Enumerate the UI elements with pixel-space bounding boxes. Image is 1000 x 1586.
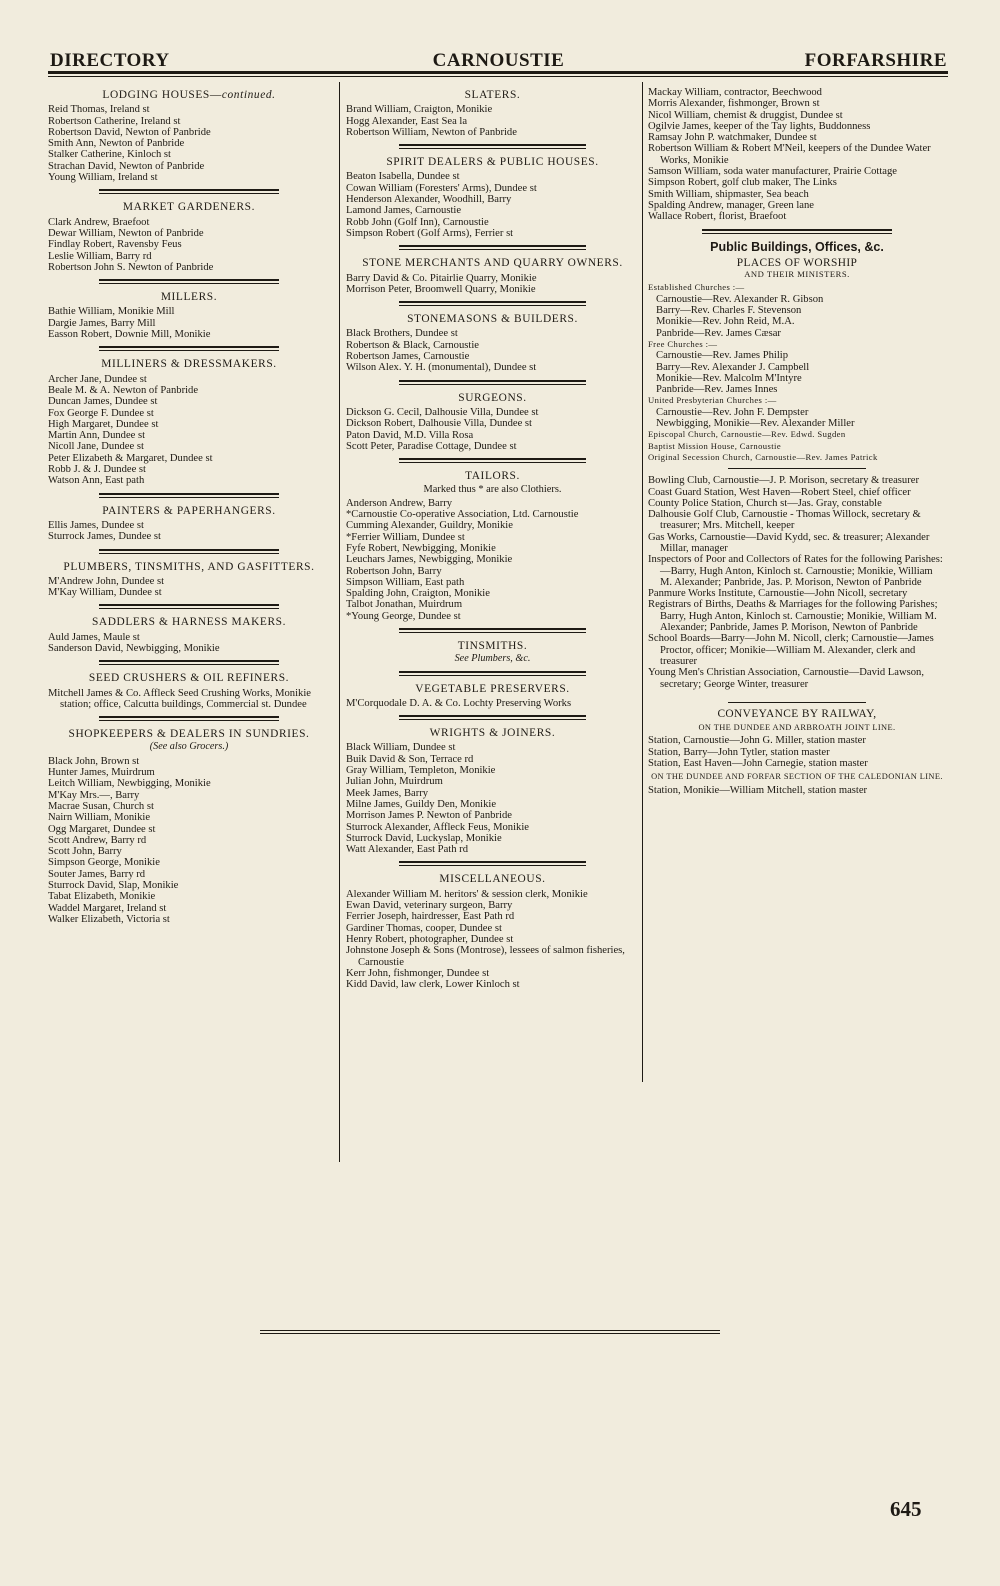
directory-entry: Leuchars James, Newbigging, Monikie [346, 554, 513, 566]
directory-entry: Sturrock Alexander, Affleck Feus, Monikie [346, 821, 529, 833]
directory-entry: Black Brothers, Dundee st [346, 328, 458, 340]
directory-entry: Fox George F. Dundee st [48, 407, 154, 419]
directory-entry: Spalding Andrew, manager, Green lane [648, 199, 814, 211]
directory-entry: Henderson Alexander, Woodhill, Barry [346, 194, 512, 206]
directory-entry: Young William, Ireland st [48, 172, 158, 184]
railway-note-2: ON THE DUNDEE AND FORFAR SECTION OF THE CALEDONIAN LINE. [651, 772, 943, 782]
directory-entry: Robertson John S. Newton of Panbride [48, 261, 214, 273]
directory-section [346, 314, 639, 373]
worship-entry: Newbigging, Monikie—Rev. Alexander Miller [656, 418, 855, 430]
directory-entry: Spalding John, Craigton, Monikie [346, 588, 490, 600]
directory-entry: Inspectors of Poor and Collectors of Rates for the following Parishes:—Barry, Hugh Anton, Kinloch st. Carnoustie; Monikie, William M. Alexander; Panbride, Jas. P. Morison, Newton of Panbride [648, 554, 943, 588]
directory-entry: Registrars of Births, Deaths & Marriages for the following Parishes; Barry, Hugh Anton, Kinloch st. Carnoustie; Monikie, William M. Alexander; Panbride, James P. Morison, Newton of Panbride [648, 599, 938, 634]
section-title [48, 292, 330, 303]
directory-entry: Martin Ann, Dundee st [48, 430, 146, 442]
column-divider-1 [339, 82, 340, 1162]
section-title-text: PLUMBERS, TINSMITHS, AND GASFITTERS. [63, 560, 315, 573]
directory-entry: Robertson William, Newton of Panbride [346, 126, 517, 138]
directory-entry: Sturrock David, Luckyslap, Monikie [346, 832, 502, 844]
section-title-text: SADDLERS & HARNESS MAKERS. [91, 616, 287, 629]
section-separator [399, 628, 587, 633]
section-title [346, 471, 639, 482]
directory-entry: Nairn William, Monikie [48, 812, 151, 824]
directory-entry: Simpson Robert, golf club maker, The Links [648, 177, 837, 189]
section-separator [99, 660, 279, 665]
directory-entry: Simpson George, Monikie [48, 857, 160, 869]
directory-entry: Clark Andrew, Braefoot [48, 216, 150, 228]
directory-entry: School Boards—Barry—John M. Nicoll, clerk; Carnoustie—James Proctor, officer; Monikie—William M. Alexander, clerk and treasurer [648, 633, 934, 667]
public-offices-list [648, 475, 946, 690]
section-separator [399, 301, 587, 306]
worship-entry: Monikie—Rev. Malcolm M'Intyre [656, 372, 802, 384]
section-separator-thin [728, 702, 865, 703]
directory-entry: Station, Carnoustie—John G. Miller, station master [648, 735, 866, 747]
worship-entry: Panbride—Rev. James Innes [656, 384, 778, 396]
places-of-worship-subtitle: AND THEIR MINISTERS. [744, 269, 850, 280]
directory-entry: Black John, Brown st [48, 755, 140, 767]
directory-entry: Strachan David, Newton of Panbride [48, 160, 205, 172]
directory-entry: Talbot Jonathan, Muirdrum [346, 599, 463, 611]
directory-entry: *Ferrier William, Dundee st [346, 531, 465, 543]
directory-entry: Dargie James, Barry Mill [48, 317, 156, 329]
section-title [346, 728, 639, 739]
directory-entry: Auld James, Maule st [48, 631, 140, 643]
directory-entry: Robertson & Black, Carnoustie [346, 339, 479, 351]
directory-entry: Morrison James P. Newton of Panbride [346, 810, 512, 822]
directory-entry: Reid Thomas, Ireland st [48, 104, 150, 116]
worship-entry: Monikie—Rev. John Reid, M.A. [656, 316, 795, 328]
directory-entry: Meek James, Barry [346, 787, 429, 799]
section-separator [399, 245, 587, 250]
directory-section [48, 202, 330, 273]
directory-entry: Beaton Isabella, Dundee st [346, 171, 460, 183]
directory-entry: Station, East Haven—John Carnegie, station master [648, 758, 868, 770]
directory-section [48, 359, 330, 486]
page-number: 645 [890, 1497, 922, 1521]
section-title-text: MARKET GARDENERS. [122, 201, 256, 214]
directory-entry: Robertson James, Carnoustie [346, 351, 470, 363]
directory-entry: Ogilvie James, keeper of the Tay lights, Buddonness [648, 120, 871, 132]
directory-entry: Watson Ann, East path [48, 475, 145, 487]
directory-entry: Dickson G. Cecil, Dalhousie Villa, Dundee st [346, 406, 539, 418]
directory-entry: Nicoll Jane, Dundee st [48, 441, 144, 453]
railway-title: CONVEYANCE BY RAILWAY, [717, 707, 877, 720]
directory-entry: Sturrock David, Slap, Monikie [48, 880, 179, 892]
directory-entry: Leslie William, Barry rd [48, 250, 152, 262]
directory-entry: Duncan James, Dundee st [48, 396, 158, 408]
directory-entry: Ramsay John P. watchmaker, Dundee st [648, 132, 817, 144]
worship-entry: Barry—Rev. Alexander J. Campbell [656, 361, 810, 373]
directory-entry: Scott John, Barry [48, 846, 122, 858]
railway-list-1 [648, 735, 946, 769]
section-title-text: MILLINERS & DRESSMAKERS. [101, 358, 277, 371]
directory-entry: Ellis James, Dundee st [48, 519, 144, 531]
directory-entry: Dalhousie Golf Club, Carnoustie - Thomas Willock, secretary & treasurer; Mrs. Mitchell, keeper [648, 509, 921, 532]
column-2 [346, 87, 639, 995]
section-subtitle: (See also Grocers.) [149, 741, 229, 753]
directory-entry: M'Corquodale D. A. & Co. Lochty Preserving Works [346, 697, 572, 709]
section-title [346, 314, 639, 325]
directory-entry: Ewan David, veterinary surgeon, Barry [346, 900, 513, 912]
directory-section [48, 617, 330, 654]
column-divider-2 [642, 82, 643, 1082]
directory-section [48, 673, 330, 710]
directory-entry: Robertson David, Newton of Panbride [48, 126, 211, 138]
directory-entry: Young Men's Christian Association, Carnoustie—David Lawson, secretary; George Winter, treasurer [648, 667, 924, 690]
directory-entry: Scott Peter, Paradise Cottage, Dundee st [346, 440, 517, 452]
directory-section [48, 729, 330, 925]
worship-entry: Carnoustie—Rev. Alexander R. Gibson [656, 293, 824, 305]
directory-section [48, 562, 330, 599]
section-separator [99, 549, 279, 554]
directory-entry: Nicol William, chemist & druggist, Dundee st [648, 109, 843, 121]
directory-entry: Samson William, soda water manufacturer, Prairie Cottage [648, 166, 898, 178]
section-title-text: WRIGHTS & JOINERS. [429, 727, 556, 740]
section-title-text: MILLERS. [160, 291, 218, 304]
directory-entry: Ferrier Joseph, hairdresser, East Path rd [346, 911, 515, 923]
column-3 [648, 87, 946, 796]
miscellaneous-continued [648, 87, 946, 223]
worship-group-heading: United Presbyterian Churches :— [648, 395, 777, 406]
section-title-text: TINSMITHS. [457, 639, 528, 652]
header-rule [48, 71, 948, 77]
directory-entry: Black William, Dundee st [346, 742, 456, 754]
worship-group-heading: Baptist Mission House, Carnoustie [648, 440, 782, 451]
worship-entry: Panbride—Rev. James Cæsar [656, 327, 781, 339]
section-title-text: PAINTERS & PAPERHANGERS. [102, 504, 276, 517]
section-title-text: SURGEONS. [458, 391, 527, 404]
section-title-text: LODGING HOUSES— [102, 89, 222, 101]
directory-entry: Bathie William, Monikie Mill [48, 306, 175, 318]
directory-section [346, 641, 639, 665]
directory-entry: Cowan William (Foresters' Arms), Dundee st [346, 182, 537, 194]
section-title-text: SEED CRUSHERS & OIL REFINERS. [88, 672, 290, 685]
directory-entry: *Carnoustie Co-operative Association, Ltd. Carnoustie [346, 509, 579, 521]
header-left: DIRECTORY [50, 50, 170, 71]
column-1 [48, 87, 330, 930]
directory-entry: Stalker Catherine, Kinloch st [48, 149, 171, 161]
directory-entry: Hunter James, Muirdrum [48, 767, 155, 779]
railway-list-2 [648, 785, 946, 796]
directory-entry: Smith Ann, Newton of Panbride [48, 138, 185, 150]
directory-entry: Tabat Elizabeth, Monikie [48, 891, 156, 903]
section-title [346, 684, 639, 695]
directory-entry: Wilson Alex. Y. H. (monumental), Dundee st [346, 362, 537, 374]
section-separator [399, 144, 587, 149]
running-header [50, 50, 947, 72]
footer-rule [260, 1330, 720, 1334]
directory-entry: Robb J. & J. Dundee st [48, 464, 146, 476]
directory-entry: Barry David & Co. Pitairlie Quarry, Monikie [346, 272, 537, 284]
directory-entry: Fyfe Robert, Newbigging, Monikie [346, 542, 496, 554]
directory-entry: Henry Robert, photographer, Dundee st [346, 933, 514, 945]
section-separator [399, 380, 587, 385]
section-separator [399, 715, 587, 720]
section-title-text: STONEMASONS & BUILDERS. [407, 313, 578, 326]
directory-entry: Alexander William M. heritors' & session clerk, Monikie [346, 888, 588, 900]
directory-entry: Lamond James, Carnoustie [346, 205, 462, 217]
section-title [346, 90, 639, 101]
section-title-text: STONE MERCHANTS AND QUARRY OWNERS. [362, 257, 623, 270]
directory-entry: Archer Jane, Dundee st [48, 373, 147, 385]
section-title [48, 506, 330, 517]
directory-entry: Simpson William, East path [346, 576, 465, 588]
directory-entry: Walker Elizabeth, Victoria st [48, 913, 170, 925]
directory-entry: Morrison Peter, Broomwell Quarry, Monikie [346, 283, 536, 295]
section-title [48, 562, 330, 573]
directory-entry: High Margaret, Dundee st [48, 418, 159, 430]
section-separator [99, 279, 279, 284]
directory-entry: Anderson Andrew, Barry [346, 497, 453, 509]
directory-section [48, 506, 330, 543]
section-title [346, 874, 639, 885]
directory-entry: Panmure Works Institute, Carnoustie—John Nicoll, secretary [648, 588, 908, 600]
places-of-worship-list [648, 282, 946, 463]
section-separator [99, 716, 279, 721]
directory-entry: Buik David & Son, Terrace rd [346, 753, 474, 765]
section-title [346, 393, 639, 404]
directory-entry: Morris Alexander, fishmonger, Brown st [648, 98, 820, 110]
directory-entry: Robb John (Golf Inn), Carnoustie [346, 216, 489, 228]
directory-section [346, 393, 639, 452]
worship-group-heading: Episcopal Church, Carnoustie—Rev. Edwd. Sugden [648, 429, 846, 440]
directory-entry: M'Kay Mrs.—, Barry [48, 789, 140, 801]
directory-entry: Dewar William, Newton of Panbride [48, 227, 204, 239]
directory-entry: Station, Barry—John Tytler, station master [648, 746, 830, 758]
directory-entry: Robertson William & Robert M'Neil, keepers of the Dundee Water Works, Monikie [648, 143, 931, 166]
section-title-text: SLATERS. [464, 89, 521, 101]
directory-entry: Station, Monikie—William Mitchell, station master [648, 784, 868, 796]
railway-note-1: ON THE DUNDEE AND ARBROATH JOINT LINE. [698, 723, 896, 733]
section-title-text: SPIRIT DEALERS & PUBLIC HOUSES. [386, 156, 599, 169]
directory-entry: Easson Robert, Downie Mill, Monikie [48, 329, 211, 341]
section-title [48, 202, 330, 213]
directory-entry: Hogg Alexander, East Sea la [346, 115, 468, 127]
directory-entry: Wallace Robert, florist, Braefoot [648, 211, 787, 223]
section-separator [99, 346, 279, 351]
section-note: Marked thus * are also Clothiers. [423, 484, 562, 496]
public-buildings-title: Public Buildings, Offices, &c. [710, 239, 884, 254]
directory-entry: Gardiner Thomas, cooper, Dundee st [346, 922, 502, 934]
section-title-continued: continued. [221, 89, 276, 101]
directory-entry: Peter Elizabeth & Margaret, Dundee st [48, 452, 213, 464]
directory-entry: Waddel Margaret, Ireland st [48, 902, 167, 914]
section-title-text: SHOPKEEPERS & DEALERS IN SUNDRIES. [68, 728, 310, 741]
section-separator [99, 189, 279, 194]
directory-entry: Bowling Club, Carnoustie—J. P. Morison, secretary & treasurer [648, 475, 919, 487]
directory-entry: Cumming Alexander, Guildry, Monikie [346, 520, 513, 532]
directory-entry: Smith William, shipmaster, Sea beach [648, 188, 809, 200]
section-separator [399, 458, 587, 463]
directory-section [346, 684, 639, 710]
directory-entry: Ogg Margaret, Dundee st [48, 823, 156, 835]
directory-entry: M'Andrew John, Dundee st [48, 575, 165, 587]
section-separator [399, 671, 587, 676]
section-subtitle: See Plumbers, &c. [454, 653, 531, 665]
worship-entry: Carnoustie—Rev. John F. Dempster [656, 406, 809, 418]
directory-entry: Watt Alexander, East Path rd [346, 844, 468, 856]
directory-entry: Beale M. & A. Newton of Panbride [48, 384, 199, 396]
directory-section [346, 157, 639, 239]
directory-entry: Dickson Robert, Dalhousie Villa, Dundee st [346, 418, 533, 430]
directory-entry: Robertson John, Barry [346, 565, 442, 577]
directory-entry: Robertson Catherine, Ireland st [48, 115, 181, 127]
section-separator [99, 604, 279, 609]
section-title-text: TAILORS. [465, 470, 520, 483]
directory-section [48, 292, 330, 340]
directory-section [346, 258, 639, 295]
section-title [48, 359, 330, 370]
directory-entry: Coast Guard Station, West Haven—Robert Steel, chief officer [648, 486, 911, 498]
directory-entry: Milne James, Guildy Den, Monikie [346, 798, 497, 810]
directory-section [346, 874, 639, 990]
directory-entry: Brand William, Craigton, Monikie [346, 104, 493, 116]
directory-entry: Leitch William, Newbigging, Monikie [48, 778, 211, 790]
directory-entry: County Police Station, Church st—Jas. Gray, constable [648, 497, 882, 509]
places-of-worship-title: PLACES OF WORSHIP [736, 256, 858, 269]
directory-entry: Gray William, Templeton, Monikie [346, 765, 496, 777]
header-right: FORFARSHIRE [804, 50, 947, 71]
directory-entry: Paton David, M.D. Villa Rosa [346, 429, 474, 441]
directory-entry: Mitchell James & Co. Affleck Seed Crushing Works, Monikie station; office, Calcutta buildings, Commercial st. Dundee [48, 687, 311, 710]
directory-entry: Findlay Robert, Ravensby Feus [48, 239, 182, 251]
section-title-text: VEGETABLE PRESERVERS. [415, 682, 570, 695]
directory-section [346, 728, 639, 855]
directory-entry: Gas Works, Carnoustie—David Kydd, sec. & treasurer; Alexander Millar, manager [648, 531, 930, 554]
section-title [346, 641, 639, 652]
section-title [48, 729, 330, 740]
directory-entry: Kidd David, law clerk, Lower Kinloch st [346, 979, 520, 991]
section-title [48, 617, 330, 628]
worship-group-heading: Free Churches :— [648, 338, 718, 349]
worship-group-heading: Established Churches :— [648, 282, 745, 293]
directory-entry: Sanderson David, Newbigging, Monikie [48, 642, 220, 654]
header-center: CARNOUSTIE [432, 50, 565, 71]
directory-entry: Scott Andrew, Barry rd [48, 834, 147, 846]
section-title [346, 157, 639, 168]
section-separator [702, 229, 893, 234]
directory-entry: Sturrock James, Dundee st [48, 531, 161, 543]
section-separator-thin [728, 468, 865, 469]
section-title [48, 673, 330, 684]
section-title [346, 258, 639, 269]
directory-entry: Kerr John, fishmonger, Dundee st [346, 967, 490, 979]
worship-entry: Carnoustie—Rev. James Philip [656, 350, 789, 362]
directory-entry: Mackay William, contractor, Beechwood [648, 87, 822, 98]
section-title [48, 90, 330, 101]
directory-section [346, 471, 639, 622]
worship-group-heading: Original Secession Church, Carnoustie—Rev. James Patrick [648, 451, 878, 462]
directory-entry: M'Kay William, Dundee st [48, 587, 162, 599]
directory-entry: Souter James, Barry rd [48, 868, 146, 880]
directory-section [48, 90, 330, 183]
section-separator [99, 493, 279, 498]
directory-entry: Macrae Susan, Church st [48, 800, 154, 812]
directory-entry: *Young George, Dundee st [346, 610, 461, 622]
directory-section [346, 90, 639, 138]
worship-entry: Barry—Rev. Charles F. Stevenson [656, 305, 802, 317]
directory-entry: Julian John, Muirdrum [346, 776, 443, 788]
directory-entry: Johnstone Joseph & Sons (Montrose), lessees of salmon fisheries, Carnoustie [346, 945, 625, 968]
section-separator [399, 861, 587, 866]
directory-entry: Simpson Robert (Golf Arms), Ferrier st [346, 227, 514, 239]
section-title-text: MISCELLANEOUS. [439, 873, 546, 886]
